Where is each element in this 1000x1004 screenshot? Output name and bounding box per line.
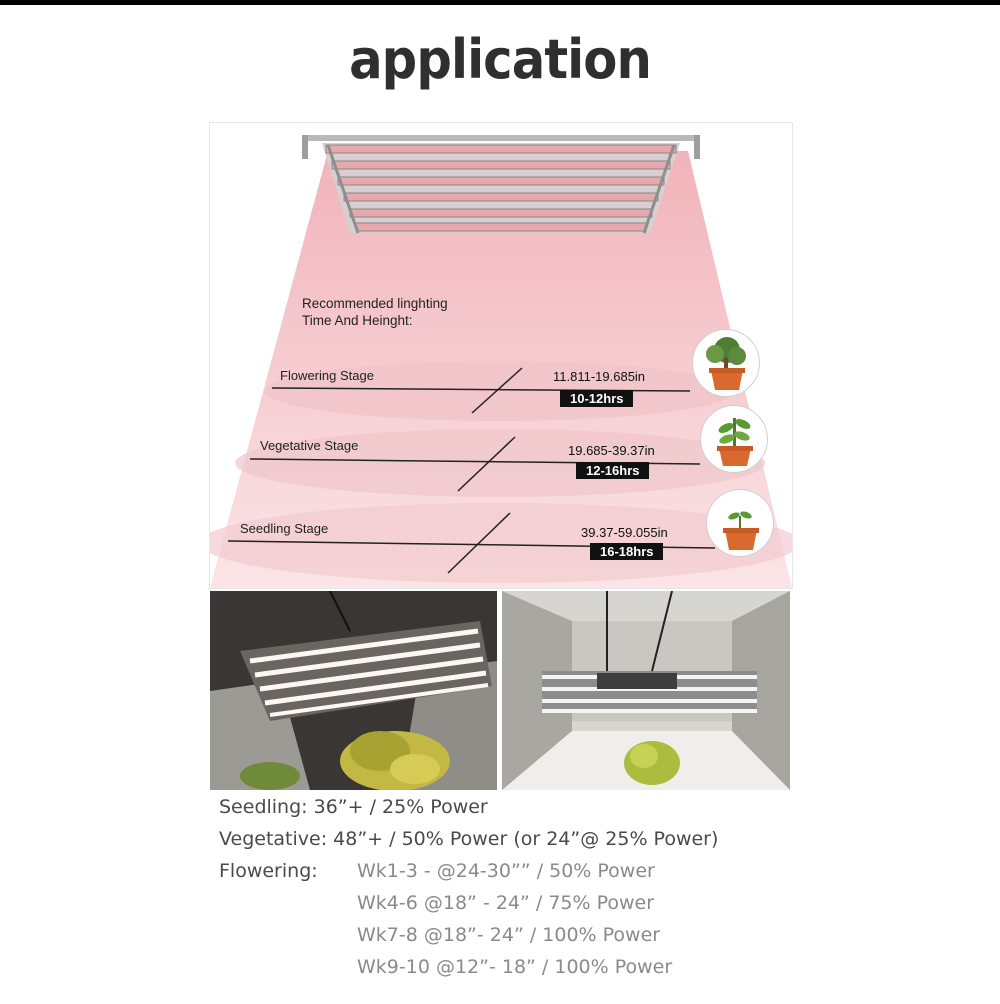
grow-tent-photo-lit — [210, 591, 497, 790]
vegetative-height: 19.685-39.37in — [568, 443, 655, 458]
seedling-height: 39.37-59.055in — [581, 525, 668, 540]
top-border — [0, 0, 1000, 5]
vegetative-hours-badge: 12-16hrs — [576, 462, 649, 479]
flowering-height: 11.811-19.685in — [553, 369, 646, 384]
flowering-week-2: Wk4-6 @18” - 24” / 75% Power — [357, 892, 655, 914]
seedling-stage-label: Seedling Stage — [240, 521, 329, 536]
seedling-plant-icon — [706, 489, 774, 557]
flowering-stage-label: Flowering Stage — [280, 368, 374, 383]
flowering-week-4: Wk9-10 @12”- 18” / 100% Power — [357, 956, 673, 978]
seedling-hours-badge: 16-18hrs — [590, 543, 663, 560]
flowering-plant-icon — [692, 329, 760, 397]
grow-light-photo — [502, 591, 790, 790]
flowering-label: Flowering: — [219, 860, 318, 882]
vegetative-plant-icon — [700, 405, 768, 473]
flowering-week-1: Wk1-3 - @24-30”” / 50% Power — [357, 860, 655, 882]
lighting-height-diagram — [209, 122, 793, 589]
grow-tent-photo-bright — [502, 591, 790, 790]
diagram-heading-line2: Time And Heinght: — [302, 313, 413, 328]
vegetative-setting: Vegetative: 48”+ / 50% Power (or 24”@ 25% Power) — [219, 828, 719, 850]
flowering-hours-badge: 10-12hrs — [560, 390, 633, 407]
page-title: application — [349, 28, 651, 91]
seedling-band — [210, 503, 792, 583]
diagram-heading — [302, 295, 448, 329]
grow-light-fixture — [302, 135, 700, 233]
seedling-setting: Seedling: 36”+ / 25% Power — [219, 796, 488, 818]
flowering-week-3: Wk7-8 @18”- 24” / 100% Power — [357, 924, 661, 946]
diagram-heading-line1: Recommended linghting — [302, 296, 448, 311]
vegetative-stage-label: Vegetative Stage — [260, 438, 359, 453]
grow-light-photo — [210, 591, 497, 790]
